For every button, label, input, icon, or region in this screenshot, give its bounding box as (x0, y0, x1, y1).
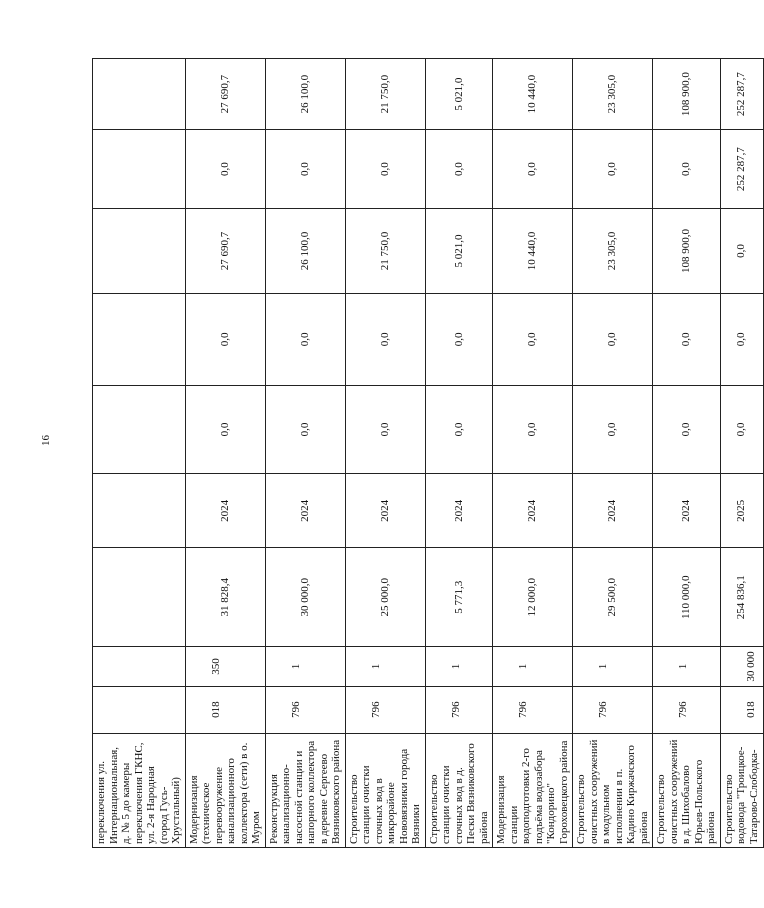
cell-year: 2024 (493, 474, 573, 548)
cell-c2: 0,0 (345, 294, 425, 385)
cell-name: Модернизация станции водоподготовки 2-го подъёма водозабора "Кондорино" Гороховецкого района (493, 733, 573, 847)
cell-qty (93, 647, 186, 686)
cell-c2: 0,0 (573, 294, 653, 385)
cell-qty: 30 000 (720, 647, 763, 686)
cell-cost: 25 000,0 (345, 548, 425, 647)
cell-cost: 254 836,1 (720, 548, 763, 647)
table-row (345, 59, 425, 848)
cell-code: 796 (425, 686, 493, 733)
cell-c2: 0,0 (425, 294, 493, 385)
cell-c4: 0,0 (345, 130, 425, 209)
cell-c4: 0,0 (493, 130, 573, 209)
table-row (265, 59, 345, 848)
cell-c4: 252 287,7 (720, 130, 763, 209)
cell-c1: 0,0 (345, 385, 425, 474)
cell-name: Строительство очистных сооружений в д. Шихобалово Юрьев-Польского района (653, 733, 721, 847)
page-number: 16 (40, 435, 52, 446)
cell-cost: 110 000,0 (653, 548, 721, 647)
cell-c2: 0,0 (185, 294, 265, 385)
cell-cost: 5 771,3 (425, 548, 493, 647)
cell-name: Реконструкция канализационно-насосной станции и напорного коллектора в деревне Сергеево Вязниковского района (265, 733, 345, 847)
cell-code: 796 (345, 686, 425, 733)
rotated-table-container (92, 58, 760, 848)
cell-name: Модернизация (техническое перевооружение канализационного коллектора (сети) в о. Муром (185, 733, 265, 847)
cell-cost (93, 548, 186, 647)
cell-year: 2024 (653, 474, 721, 548)
table-row (653, 59, 721, 848)
cell-total: 21 750,0 (345, 59, 425, 130)
cell-qty: 1 (653, 647, 721, 686)
cell-cost: 31 828,4 (185, 548, 265, 647)
cell-total: 108 900,0 (653, 59, 721, 130)
cell-c1: 0,0 (493, 385, 573, 474)
cell-total: 27 690,7 (185, 59, 265, 130)
cell-c1: 0,0 (653, 385, 721, 474)
cell-c1: 0,0 (720, 385, 763, 474)
cell-total: 10 440,0 (493, 59, 573, 130)
cell-c3: 108 900,0 (653, 208, 721, 293)
cell-c3: 26 100,0 (265, 208, 345, 293)
cell-qty: 1 (265, 647, 345, 686)
cell-qty: 1 (345, 647, 425, 686)
cell-year: 2024 (345, 474, 425, 548)
cell-cost: 30 000,0 (265, 548, 345, 647)
cell-c3: 10 440,0 (493, 208, 573, 293)
cell-c4: 0,0 (185, 130, 265, 209)
table-row (185, 59, 265, 848)
cell-c1: 0,0 (265, 385, 345, 474)
cell-qty: 1 (425, 647, 493, 686)
table-row (93, 59, 186, 848)
cell-c3: 0,0 (720, 208, 763, 293)
cell-c3: 27 690,7 (185, 208, 265, 293)
cell-c4: 0,0 (425, 130, 493, 209)
cell-qty: 350 (185, 647, 265, 686)
table-row (720, 59, 763, 848)
cell-code: 796 (653, 686, 721, 733)
cell-total: 23 305,0 (573, 59, 653, 130)
cell-c4 (93, 130, 186, 209)
cell-year: 2024 (185, 474, 265, 548)
cell-total (93, 59, 186, 130)
cell-name: Строительство водовода "Троицкое-Татарово-Слободка- (720, 733, 763, 847)
cell-c4: 0,0 (265, 130, 345, 209)
projects-table (92, 58, 764, 848)
cell-code: 018 (720, 686, 763, 733)
cell-year: 2024 (425, 474, 493, 548)
table-body (93, 59, 764, 848)
cell-total: 5 021,0 (425, 59, 493, 130)
cell-c2: 0,0 (720, 294, 763, 385)
cell-qty: 1 (493, 647, 573, 686)
cell-year: 2025 (720, 474, 763, 548)
table-row (425, 59, 493, 848)
cell-year: 2024 (573, 474, 653, 548)
cell-c2: 0,0 (493, 294, 573, 385)
cell-year (93, 474, 186, 548)
cell-total: 26 100,0 (265, 59, 345, 130)
cell-total: 252 287,7 (720, 59, 763, 130)
cell-code: 796 (573, 686, 653, 733)
cell-c3: 5 021,0 (425, 208, 493, 293)
cell-c4: 0,0 (653, 130, 721, 209)
cell-code: 018 (185, 686, 265, 733)
cell-c2: 0,0 (265, 294, 345, 385)
cell-code: 796 (493, 686, 573, 733)
cell-c1 (93, 385, 186, 474)
table-row (493, 59, 573, 848)
cell-c3: 21 750,0 (345, 208, 425, 293)
cell-name: Строительство очистных сооружений в модульном исполнении в п. Кадино Киржачского района (573, 733, 653, 847)
cell-name: переключения ул. Интернациональная, д. № 5 до камеры переключения ГКНС, ул. 2-я Народная (город Гусь-Хрустальный) (93, 733, 186, 847)
cell-c2 (93, 294, 186, 385)
cell-c1: 0,0 (573, 385, 653, 474)
cell-c2: 0,0 (653, 294, 721, 385)
cell-c4: 0,0 (573, 130, 653, 209)
cell-code: 796 (265, 686, 345, 733)
cell-cost: 29 500,0 (573, 548, 653, 647)
cell-c3: 23 305,0 (573, 208, 653, 293)
table-row (573, 59, 653, 848)
cell-c1: 0,0 (425, 385, 493, 474)
cell-code (93, 686, 186, 733)
cell-c3 (93, 208, 186, 293)
cell-cost: 12 000,0 (493, 548, 573, 647)
cell-year: 2024 (265, 474, 345, 548)
cell-qty: 1 (573, 647, 653, 686)
cell-name: Строительство станции очистки сточных вод в микрорайоне Нововязники города Вязники (345, 733, 425, 847)
cell-name: Строительство станции очистки сточных вод в д. Пески Вязниковского района (425, 733, 493, 847)
cell-c1: 0,0 (185, 385, 265, 474)
